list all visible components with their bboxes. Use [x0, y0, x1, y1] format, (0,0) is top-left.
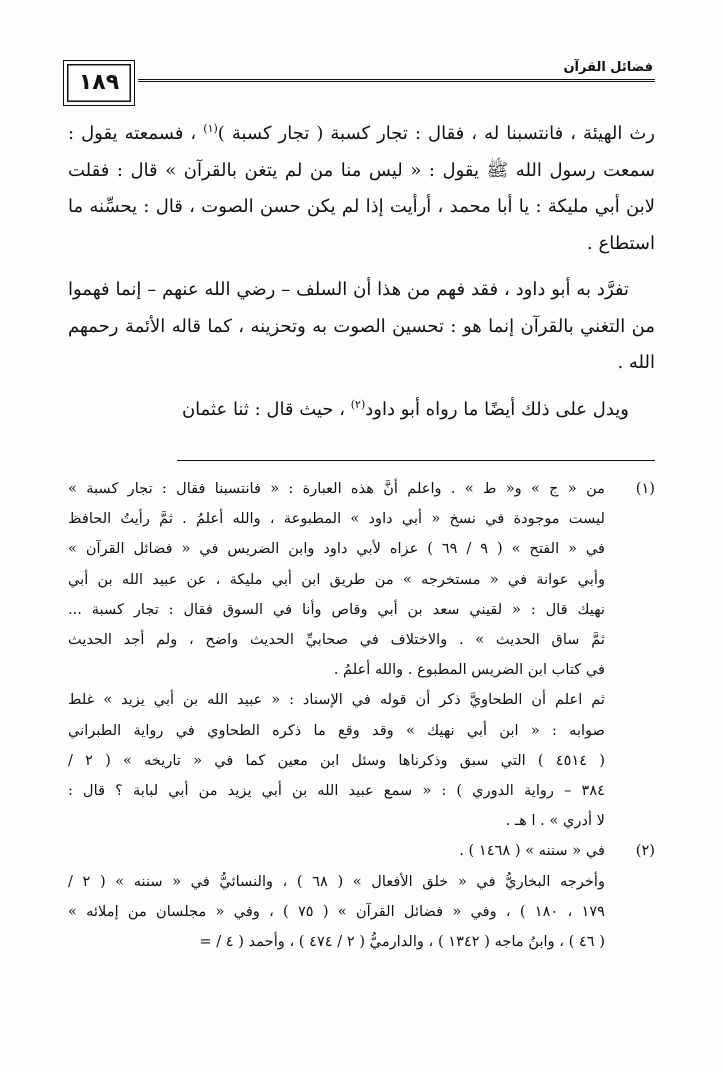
paragraph-text: تفرَّد به أبو داود ، فقد فهم من هذا أن السلف – رضي الله عنهم – إنما فهموا من التغني بالقرآن إنما هو : تحسين الصوت به وتحزينه ، كما قاله الأئمة رحمهم الله .: [68, 279, 655, 373]
main-text: [68, 116, 655, 438]
footnote-line: ثمَّ ساق الحديث » . والاختلاف في صحابيِّ الحديث واضح ، ولم أجد الحديث: [68, 631, 605, 649]
footnote-line: ثم اعلم أن الطحاويَّ ذكر أن قوله في الإسناد : « عبيد الله بن أبي يزيد » غلط: [68, 691, 605, 709]
footnote-line: في كتاب ابن الضريس المطبوع . والله أعلمُ .: [333, 661, 605, 679]
footnotes: [68, 474, 655, 957]
footnote-1: [68, 474, 655, 836]
paragraph-1: [68, 116, 655, 262]
footnote-line: لا أدري » . ا هـ .: [505, 812, 605, 830]
footnote-ref-2: (٢): [350, 397, 366, 411]
footnote-number: (١): [635, 480, 655, 497]
paragraph-3: [68, 392, 655, 429]
paragraph-text: رث الهيئة ، فانتسبنا له ، فقال : تجار كسبة ( تجار كسبة ): [217, 123, 655, 144]
footnote-line: ١٧٩ ، ١٨٠ ) ، وفي « فضائل القرآن » ( ٧٥ ) ، وفي « مجلسان من إملائه »: [68, 902, 605, 920]
footnote-line: ( ٤٦ ) ، وابنُ ماجه ( ١٣٤٢ ) ، والدارميُّ ( ٢ / ٤٧٤ ) ، وأحمد ( ٤ / =: [199, 933, 605, 951]
footnote-ref-1: (١): [203, 122, 218, 135]
header-rule: [138, 79, 655, 82]
footnote-number: (٢): [635, 842, 655, 860]
footnote-line: نهيك قال : « لقيني سعد بن أبي وقاص وأنا في السوق فقال : تجار كسبة ...: [68, 600, 605, 618]
footnote-line: ( ٤٥١٤ ) التي سبق وذكرناها وسئل ابن معين كما في « تاريخه » ( ٢ /: [68, 751, 606, 769]
footnote-2: [68, 836, 655, 957]
page-number-box: ١٨٩: [63, 60, 135, 106]
footnote-separator: [177, 460, 655, 461]
footnote-line: من « ج » و« ط » . واعلم أنَّ هذه العبارة : « فانتسبنا فقال : تجار كسبة »: [68, 480, 605, 497]
running-header-title: فضائل القرآن: [563, 60, 653, 75]
footnote-line: ليست موجودة في نسخ « أبي داود » المطبوعة ، والله أعلمُ . ثمَّ رأيتُ الحافظ: [68, 510, 605, 528]
footnote-line: في « سننه » ( ١٤٦٨ ) .: [459, 842, 605, 860]
footnote-line: صوابه : « ابن أبي نهيك » وقد وقع ما ذكره الطحاوي في رواية الطبراني: [68, 721, 605, 739]
paragraph-text: ، فسمعته يقول : سمعت رسول الله ﷺ يقول : « ليس منا من لم يتغن بالقرآن » قال : فقلت لابن أبي مليكة : يا أبا محمد ، أرأيت إذا لم يكن حسن الصوت ، قال : يحسِّنه ما استطاع .: [68, 123, 655, 254]
footnote-line: وأبي عوانة في « مستخرجه » من طريق ابن أبي مليكة ، عن عبيد الله بن أبي: [68, 570, 605, 588]
footnote-line: في « الفتح » ( ٩ / ٦٩ ) عزاه لأبي داود وابن الضريس في « فضائل القرآن »: [68, 540, 605, 558]
paragraph-2: [68, 272, 655, 382]
footnote-line: ٣٨٤ – رواية الدوري ) : « سمع عبيد الله بن أبي يزيد من أبي لبابة ؟ قال :: [68, 782, 605, 800]
paragraph-text: ، حيث قال : ثنا عثمان: [181, 398, 351, 420]
footnote-line: وأخرجه البخاريُّ في « خلق الأفعال » ( ٦٨ ) ، والنسائيُّ في « سننه » ( ٢ /: [68, 872, 605, 890]
paragraph-text: ويدل على ذلك أيضًا ما رواه أبو داود: [365, 398, 629, 420]
